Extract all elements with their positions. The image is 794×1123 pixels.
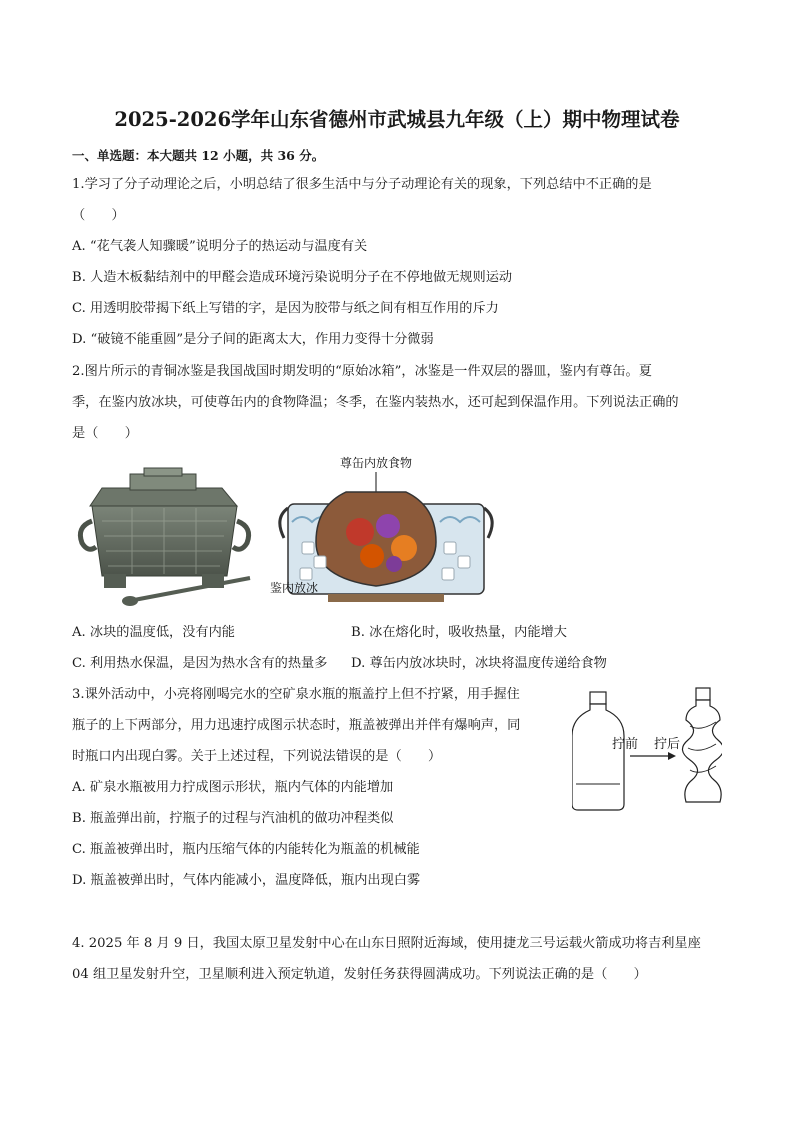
q2-stem-line: 季，在鉴内放冰块，可使尊缶内的食物降温；冬季，在鉴内装热水，还可起到保温作用。下列说法正确的 — [72, 395, 679, 410]
q2-option-d: D. 尊缶内放冰块时，冰块将温度传递给食物 — [351, 656, 607, 671]
q2-option-a: A. 冰块的温度低，没有内能 — [72, 625, 235, 640]
bronze-jian-photo — [72, 466, 256, 614]
jian-cross-section-diagram — [268, 452, 504, 612]
q1-option-b: B. 人造木板黏结剂中的甲醛会造成环境污染说明分子在不停地做无规则运动 — [72, 270, 513, 285]
exam-title: 2025-2026学年山东省德州市武城县九年级（上）期中物理试卷 — [114, 108, 680, 131]
q3-stem-line: 3.课外活动中，小亮将刚喝完水的空矿泉水瓶的瓶盖拧上但不拧紧，用手握住 — [72, 687, 520, 702]
label-after-twist: 拧后 — [654, 737, 681, 752]
q3-option-a: A. 矿泉水瓶被用力拧成图示形状，瓶内气体的内能增加 — [72, 780, 394, 795]
q3-stem-line: 瓶子的上下两部分，用力迅速拧成图示状态时，瓶盖被弹出并伴有爆响声，同 — [72, 718, 521, 733]
label-before-twist: 拧前 — [612, 737, 639, 752]
bottle-twist-diagram — [572, 686, 722, 814]
q3-option-d: D. 瓶盖被弹出时，气体内能减小，温度降低，瓶内出现白雾 — [72, 873, 421, 888]
q1-option-c: C. 用透明胶带揭下纸上写错的字，是因为胶带与纸之间有相互作用的斥力 — [72, 301, 499, 316]
section-heading: 一、单选题：本大题共 12 小题，共 36 分。 — [72, 148, 325, 163]
q3-stem-line: 时瓶口内出现白雾。关于上述过程，下列说法错误的是（ ） — [72, 749, 442, 764]
q2-stem-line: 是（ ） — [72, 426, 138, 441]
q4-stem-line: 4. 2025 年 8 月 9 日，我国太原卫星发射中心在山东日照附近海域，使用捷龙三号运载火箭成功将吉利星座 — [72, 936, 701, 951]
q3-option-b: B. 瓶盖弹出前，拧瓶子的过程与汽油机的做功冲程类似 — [72, 811, 394, 826]
q1-option-d: D. “破镜不能重圆”是分子间的距离太大，作用力变得十分微弱 — [72, 332, 434, 347]
q1-stem-line: 1.学习了分子动理论之后，小明总结了很多生活中与分子动理论有关的现象，下列总结中不正确的是 — [72, 177, 652, 192]
q4-stem-line: 04 组卫星发射升空，卫星顺利进入预定轨道，发射任务获得圆满成功。下列说法正确的是（ ） — [72, 967, 647, 982]
q2-stem-line: 2.图片所示的青铜冰鉴是我国战国时期发明的“原始冰箱”，冰鉴是一件双层的器皿，鉴内有尊缶。夏 — [72, 364, 652, 379]
q2-option-c: C. 利用热水保温，是因为热水含有的热量多 — [72, 656, 328, 671]
q3-option-c: C. 瓶盖被弹出时，瓶内压缩气体的内能转化为瓶盖的机械能 — [72, 842, 420, 857]
label-food-in-fou: 尊缶内放食物 — [339, 456, 413, 470]
q1-stem-line: （ ） — [72, 208, 125, 223]
q1-option-a: A. “花气袭人知骤暖”说明分子的热运动与温度有关 — [72, 239, 368, 254]
q2-option-b: B. 冰在熔化时，吸收热量，内能增大 — [351, 625, 567, 640]
label-ice-in-jian: 鉴内放冰 — [270, 581, 319, 595]
